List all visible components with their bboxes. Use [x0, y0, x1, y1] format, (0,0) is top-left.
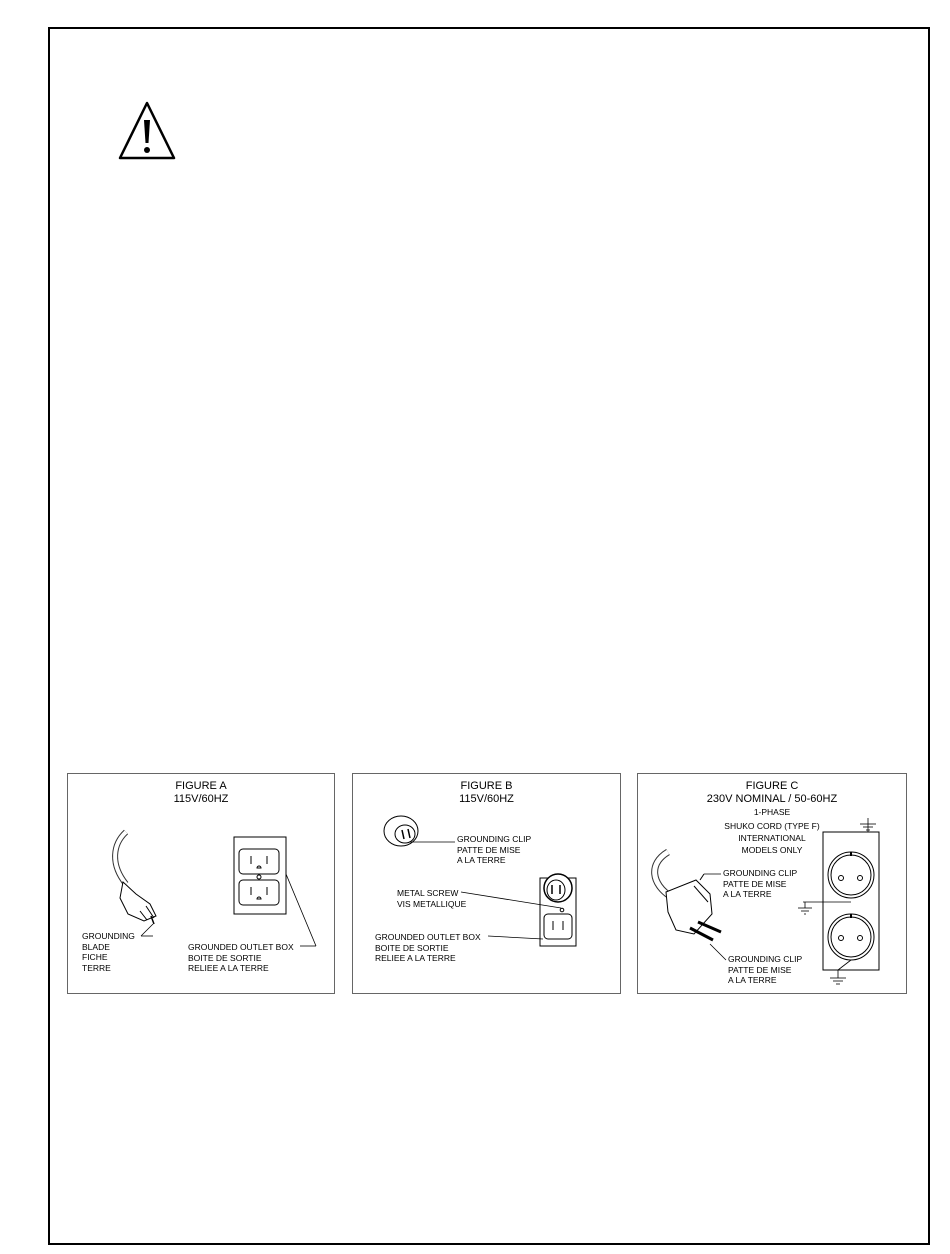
schuko-plug-icon [655, 852, 721, 940]
figure-c-phase: 1-PHASE [753, 807, 791, 817]
figure-a-outlet-label: GROUNDED OUTLET BOX BOITE DE SORTIE RELIEE A LA TERRE [188, 942, 294, 973]
figure-a-voltage: 115V/60HZ [173, 793, 229, 805]
figure-c-cord-type: SHUKO CORD (TYPE F) [724, 821, 820, 831]
figure-c-international: INTERNATIONAL [738, 833, 806, 843]
figure-c-clip-label-top: GROUNDING CLIP PATTE DE MISE A LA TERRE [723, 868, 798, 899]
figure-a-title: FIGURE A [175, 780, 227, 792]
outlet-with-adapter-icon [540, 874, 576, 946]
ground-symbol-bottom-icon [830, 960, 851, 984]
figure-b-clip-label: GROUNDING CLIP PATTE DE MISE A LA TERRE [457, 834, 532, 865]
schuko-outlet-icon [823, 832, 879, 970]
figure-b-title: FIGURE B [460, 780, 513, 792]
figure-a-plug-label: GROUNDING BLADE FICHE TERRE [82, 931, 135, 973]
figure-c-voltage: 230V NOMINAL / 50-60HZ [706, 793, 838, 805]
figure-c-title: FIGURE C [745, 780, 799, 792]
figure-b-voltage: 115V/60HZ [459, 793, 514, 805]
grounded-outlet-icon [234, 837, 286, 914]
figure-a [67, 773, 335, 994]
adapter-plug-icon [384, 816, 418, 846]
page-border [48, 27, 930, 1245]
figure-c-models-only: MODELS ONLY [741, 845, 803, 855]
grounded-plug-icon [115, 832, 156, 924]
figure-b [352, 773, 621, 994]
figure-b-outlet-label: GROUNDED OUTLET BOX BOITE DE SORTIE RELIEE A LA TERRE [375, 932, 481, 963]
figure-c-clip-label-bottom: GROUNDING CLIP PATTE DE MISE A LA TERRE [728, 954, 803, 985]
figure-b-screw-label: METAL SCREW VIS METALLIQUE [397, 888, 467, 909]
figure-c [637, 773, 907, 994]
ground-symbol-middle-icon [798, 902, 851, 914]
ground-symbol-top-icon [860, 818, 876, 832]
warning-icon [117, 100, 177, 162]
